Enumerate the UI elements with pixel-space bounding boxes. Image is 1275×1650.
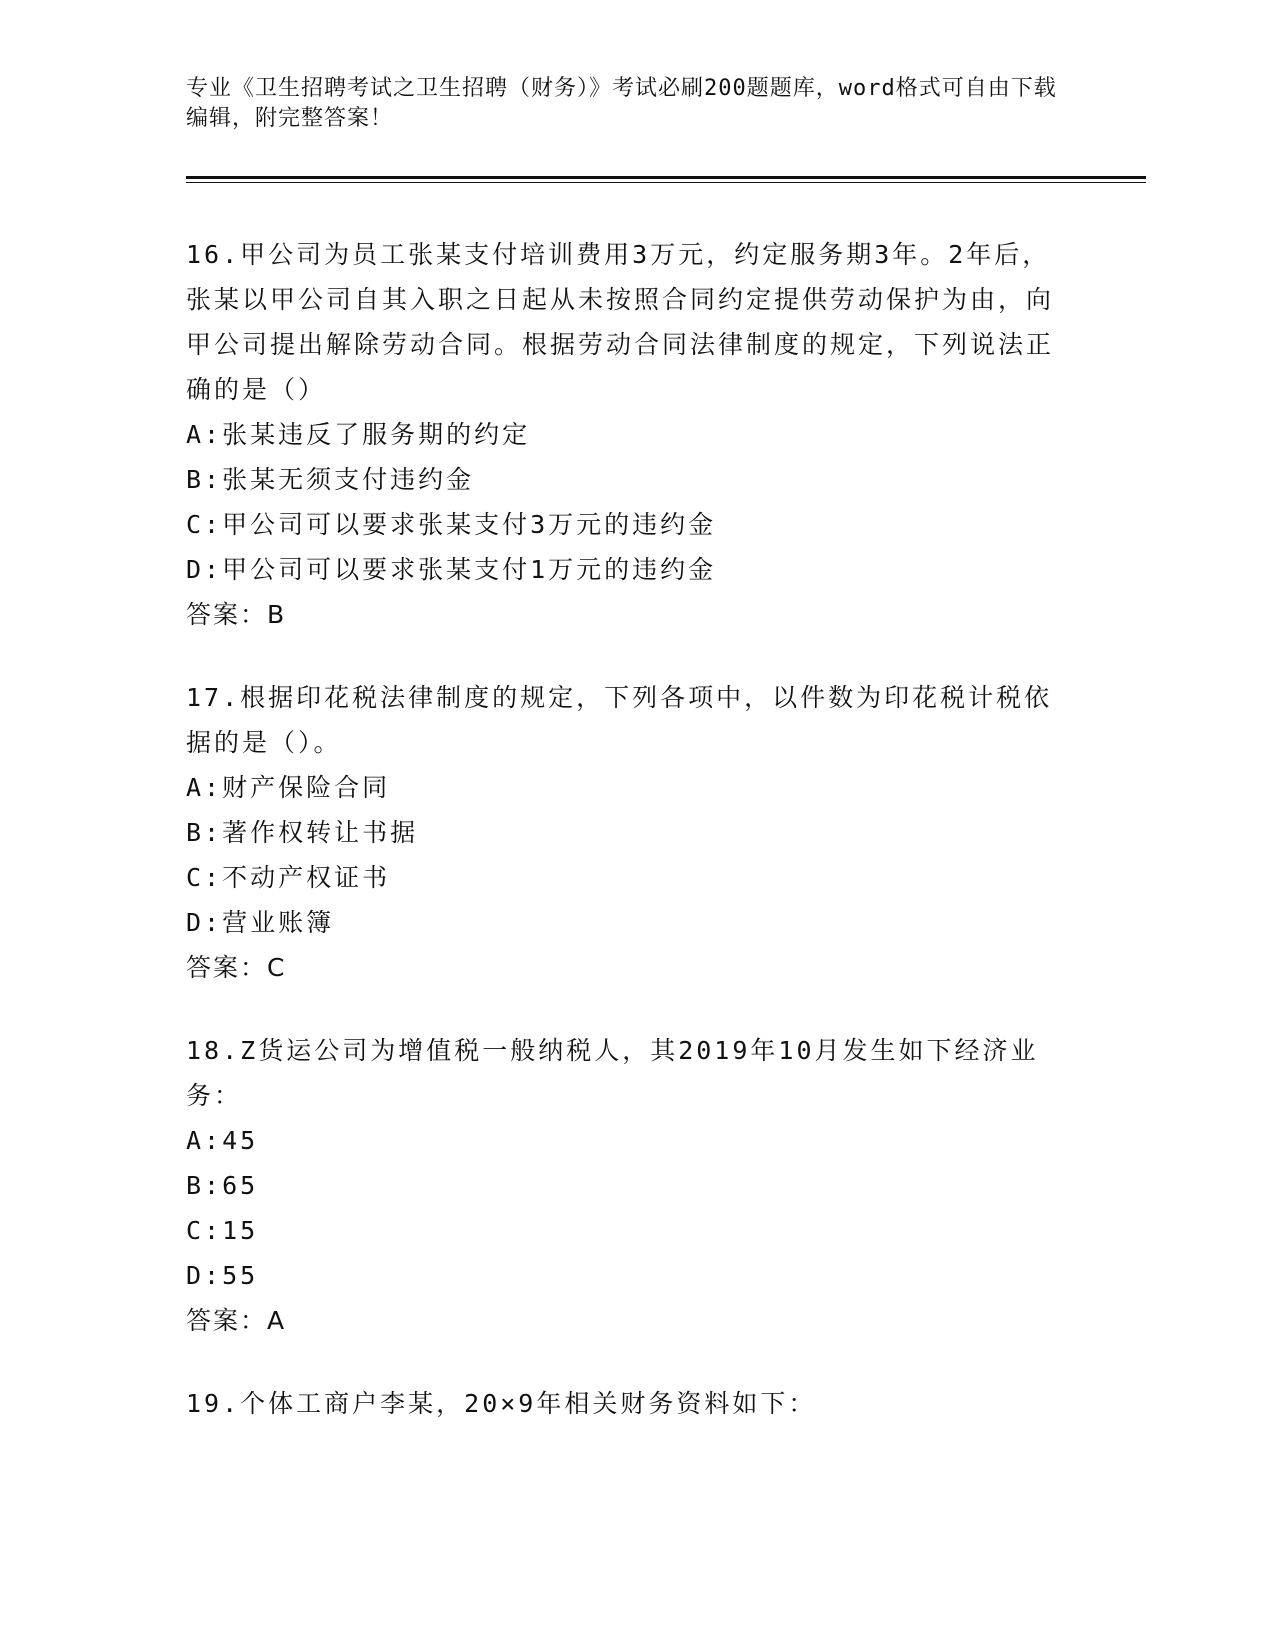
answer-line: 答案：C <box>186 953 287 982</box>
option-a: A:财产保险合同 <box>186 773 391 802</box>
question-stem: 17.根据印花税法律制度的规定，下列各项中，以件数为印花税计税依据的是（）。 <box>186 683 1053 757</box>
option-c: C:不动产权证书 <box>186 863 391 892</box>
question-17 <box>186 675 1066 990</box>
option-b: B:著作权转让书据 <box>186 818 419 847</box>
question-19 <box>186 1381 1066 1426</box>
question-stem: 19.个体工商户李某，20×9年相关财务资料如下： <box>186 1389 817 1418</box>
option-b: B:张某无须支付违约金 <box>186 465 475 494</box>
option-a: A:张某违反了服务期的约定 <box>186 420 531 449</box>
option-a: A:45 <box>186 1126 259 1155</box>
option-c: C:15 <box>186 1216 259 1245</box>
option-d: D:55 <box>186 1261 259 1290</box>
question-16 <box>186 232 1066 637</box>
answer-line: 答案：B <box>186 600 287 629</box>
question-18 <box>186 1028 1066 1343</box>
option-d: D:甲公司可以要求张某支付1万元的违约金 <box>186 555 717 584</box>
header-divider-thin <box>186 182 1146 183</box>
question-stem: 16.甲公司为员工张某支付培训费用3万元，约定服务期3年。2年后，张某以甲公司自其入职之日起从未按照合同约定提供劳动保护为由，向甲公司提出解除劳动合同。根据劳动合同法律制度的规定，下列说法正确的是（） <box>186 240 1055 404</box>
answer-line: 答案：A <box>186 1306 287 1335</box>
header-divider-thick <box>186 176 1146 179</box>
document-header: 专业《卫生招聘考试之卫生招聘（财务）》考试必刷200题题库，word格式可自由下载编辑，附完整答案！ <box>186 76 1057 131</box>
question-list <box>186 232 1066 1464</box>
question-stem: 18.Z货运公司为增值税一般纳税人，其2019年10月发生如下经济业务： <box>186 1036 1039 1110</box>
option-c: C:甲公司可以要求张某支付3万元的违约金 <box>186 510 717 539</box>
option-d: D:营业账簿 <box>186 908 335 937</box>
option-b: B:65 <box>186 1171 259 1200</box>
